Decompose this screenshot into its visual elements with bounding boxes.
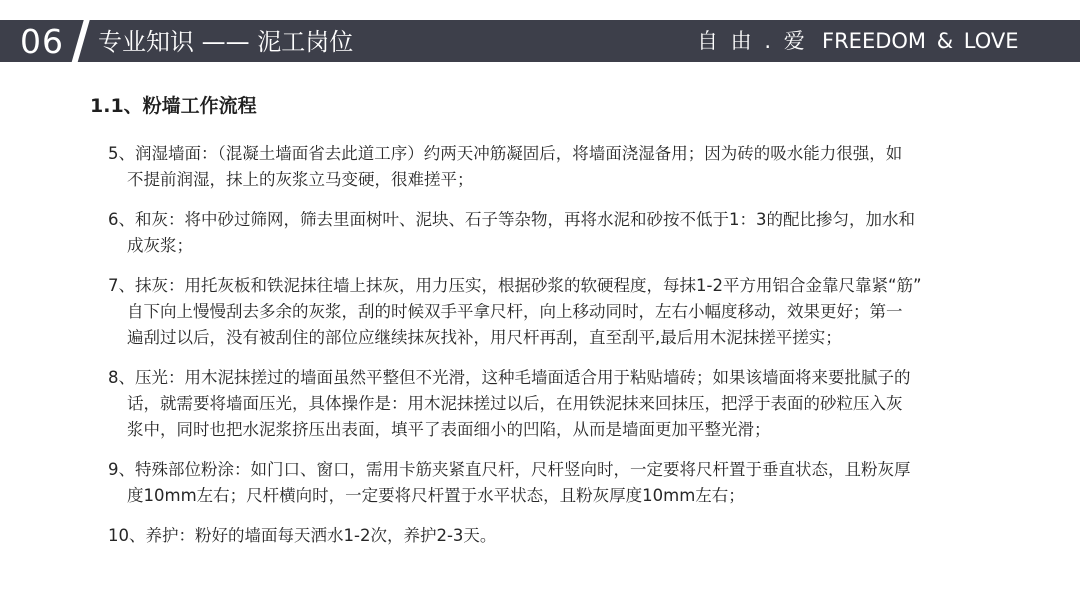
item-text-continued: 不提前润湿，抹上的灰浆立马变硬，很难搓平； — [127, 170, 474, 189]
item-number: 5、 — [108, 144, 135, 163]
item-text: 润湿墙面：（混凝土墙面省去此道工序）约两天冲筋凝固后，将墙面浇湿备用；因为砖的吸水能力很强，如 — [135, 144, 903, 163]
item-text: 养护：粉好的墙面每天洒水1-2次，养护2-3天。 — [145, 526, 497, 545]
list-item — [108, 207, 1008, 259]
item-text-continued: 自下向上慢慢刮去多余的灰浆，刮的时候双手平拿尺杆，向上移动同时，左右小幅度移动，效果更好；第一 — [127, 302, 903, 321]
motto-chinese: 自 由 . 爱 — [697, 29, 808, 53]
item-text-continued: 浆中，同时也把水泥浆挤压出表面，填平了表面细小的凹陷，从而是墙面更加平整光滑； — [127, 420, 771, 439]
section-title: 1.1、粉墙工作流程 — [90, 95, 257, 117]
item-number: 10、 — [108, 526, 146, 545]
item-number: 6、 — [108, 210, 135, 229]
item-text: 和灰：将中砂过筛网，筛去里面树叶、泥块、石子等杂物，再将水泥和砂按不低于1：3的配比掺匀，加水和 — [135, 210, 915, 229]
item-text-continued: 话，就需要将墙面压光，具体操作是：用木泥抹搓过以后，在用铁泥抹来回抹压，把浮于表面的砂粒压入灰 — [127, 394, 903, 413]
list-item — [108, 141, 1008, 193]
process-list — [108, 141, 1008, 563]
list-item — [108, 273, 1008, 351]
header-bar — [0, 20, 1080, 62]
item-number: 7、 — [108, 276, 135, 295]
item-text-continued: 遍刮过以后，没有被刮住的部位应继续抹灰找补，用尺杆再刮，直至刮平,最后用木泥抹搓平搓实； — [127, 328, 842, 347]
list-item — [108, 457, 1008, 509]
item-text: 特殊部位粉涂：如门口、窗口，需用卡筋夹紧直尺杆，尺杆竖向时，一定要将尺杆置于垂直状态，且粉灰厚 — [135, 460, 911, 479]
page-title: 专业知识 —— 泥工岗位 — [98, 28, 354, 56]
list-item — [108, 523, 1008, 549]
chapter-number: 06 — [20, 22, 64, 61]
item-number: 9、 — [108, 460, 135, 479]
item-text-continued: 成灰浆； — [127, 236, 193, 255]
slash-divider — [70, 12, 92, 68]
item-text: 压光：用木泥抹搓过的墙面虽然平整但不光滑，这种毛墙面适合用于粘贴墙砖；如果该墙面将来要批腻子的 — [135, 368, 911, 387]
item-text-continued: 度10mm左右；尺杆横向时，一定要将尺杆置于水平状态，且粉灰厚度10mm左右； — [127, 486, 745, 505]
motto-english: FREEDOM & LOVE — [822, 29, 1019, 53]
list-item — [108, 365, 1008, 443]
item-number: 8、 — [108, 368, 135, 387]
item-text: 抹灰：用托灰板和铁泥抹往墙上抹灰，用力压实，根据砂浆的软硬程度，每抹1-2平方用铝合金靠尺靠紧“筋” — [135, 276, 922, 295]
